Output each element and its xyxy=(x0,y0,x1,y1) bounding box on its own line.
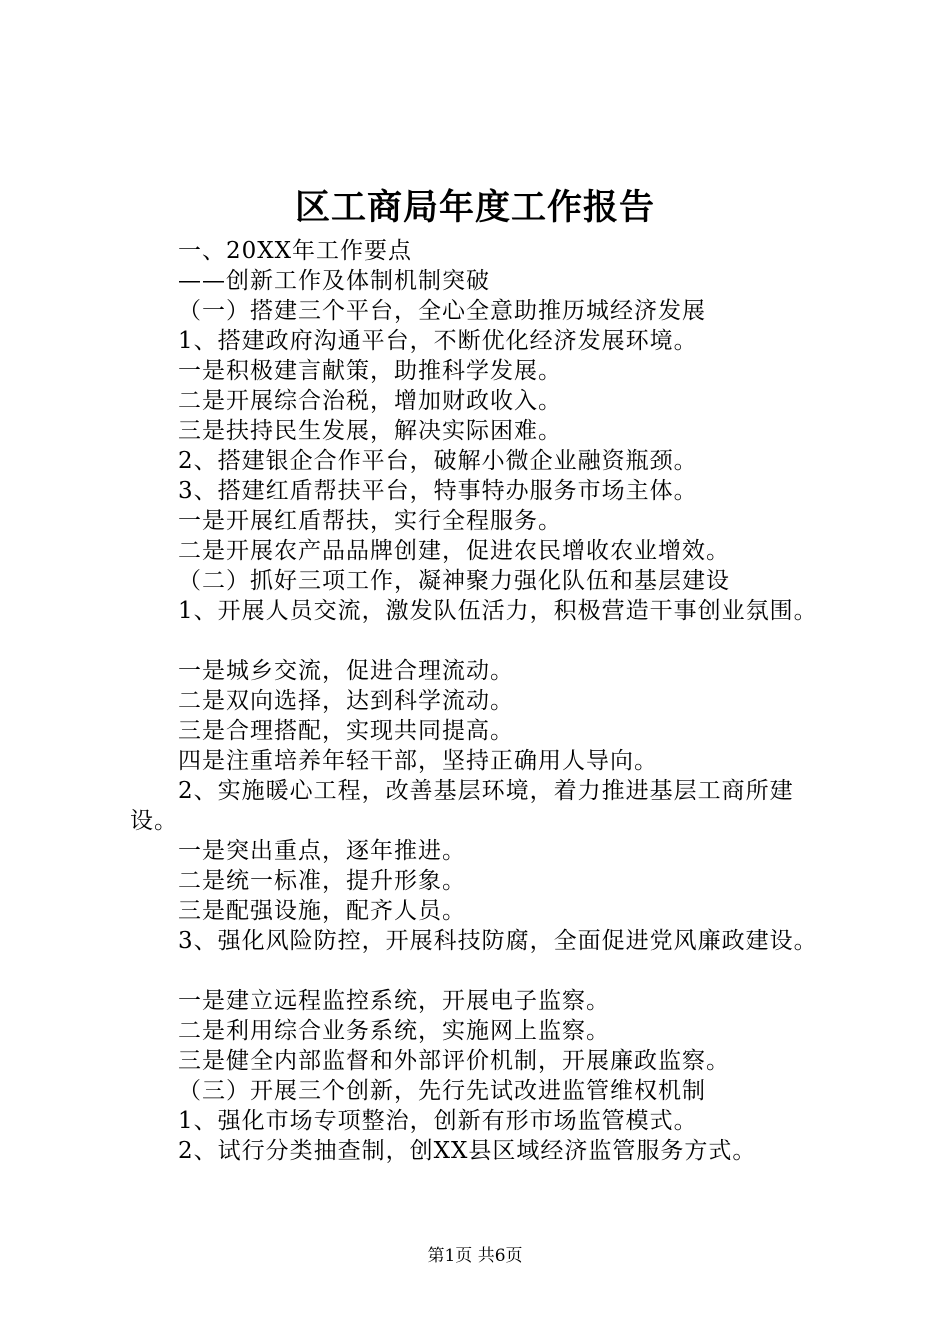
document-body xyxy=(130,236,870,1166)
blank-line xyxy=(130,956,870,986)
subsection-heading: （三）开展三个创新，先行先试改进监管维权机制 xyxy=(178,1078,706,1104)
page-number-footer: 第1页 共6页 xyxy=(427,1246,523,1266)
paragraph-line: 四是注重培养年轻干部，坚持正确用人导向。 xyxy=(178,748,658,774)
paragraph-line: 二是开展农产品品牌创建，促进农民增收农业增效。 xyxy=(178,538,730,564)
blank-line xyxy=(130,626,870,656)
paragraph-line: 二是利用综合业务系统，实施网上监察。 xyxy=(178,1018,610,1044)
paragraph-line: 1、搭建政府沟通平台，不断优化经济发展环境。 xyxy=(178,328,698,354)
paragraph-line: 3、强化风险防控，开展科技防腐，全面促进党风廉政建设。 xyxy=(178,928,818,954)
paragraph-line: 三是健全内部监督和外部评价机制，开展廉政监察。 xyxy=(178,1048,730,1074)
paragraph-line: 二是双向选择，达到科学流动。 xyxy=(178,688,514,714)
section-subheading: ——创新工作及体制机制突破 xyxy=(178,268,490,294)
paragraph-line: 二是统一标准，提升形象。 xyxy=(178,868,466,894)
paragraph-line: 1、开展人员交流，激发队伍活力，积极营造干事创业氛围。 xyxy=(178,598,818,624)
subsection-heading: （一）搭建三个平台，全心全意助推历城经济发展 xyxy=(178,298,706,324)
paragraph-line: 一是建立远程监控系统，开展电子监察。 xyxy=(178,988,610,1014)
paragraph-line: 2、搭建银企合作平台，破解小微企业融资瓶颈。 xyxy=(178,448,698,474)
paragraph-line-continuation: 设。 xyxy=(130,808,178,834)
document-title: 区工商局年度工作报告 xyxy=(294,187,655,228)
paragraph-line: 1、强化市场专项整治，创新有形市场监管模式。 xyxy=(178,1108,698,1134)
paragraph-line: 3、搭建红盾帮扶平台，特事特办服务市场主体。 xyxy=(178,478,698,504)
paragraph-line: 二是开展综合治税，增加财政收入。 xyxy=(178,388,562,414)
paragraph-line: 三是合理搭配，实现共同提高。 xyxy=(178,718,514,744)
paragraph-line: 一是城乡交流，促进合理流动。 xyxy=(178,658,514,684)
paragraph-line: 三是扶持民生发展，解决实际困难。 xyxy=(178,418,562,444)
paragraph-line: 一是积极建言献策，助推科学发展。 xyxy=(178,358,562,384)
paragraph-line: 2、实施暖心工程，改善基层环境，着力推进基层工商所建 xyxy=(178,778,794,804)
subsection-heading: （二）抓好三项工作，凝神聚力强化队伍和基层建设 xyxy=(178,568,730,594)
paragraph-line: 2、试行分类抽查制，创XX县区域经济监管服务方式。 xyxy=(178,1138,757,1164)
section-heading: 一、20XX年工作要点 xyxy=(178,238,413,264)
paragraph-line: 一是开展红盾帮扶，实行全程服务。 xyxy=(178,508,562,534)
paragraph-line: 三是配强设施，配齐人员。 xyxy=(178,898,466,924)
paragraph-line: 一是突出重点，逐年推进。 xyxy=(178,838,466,864)
